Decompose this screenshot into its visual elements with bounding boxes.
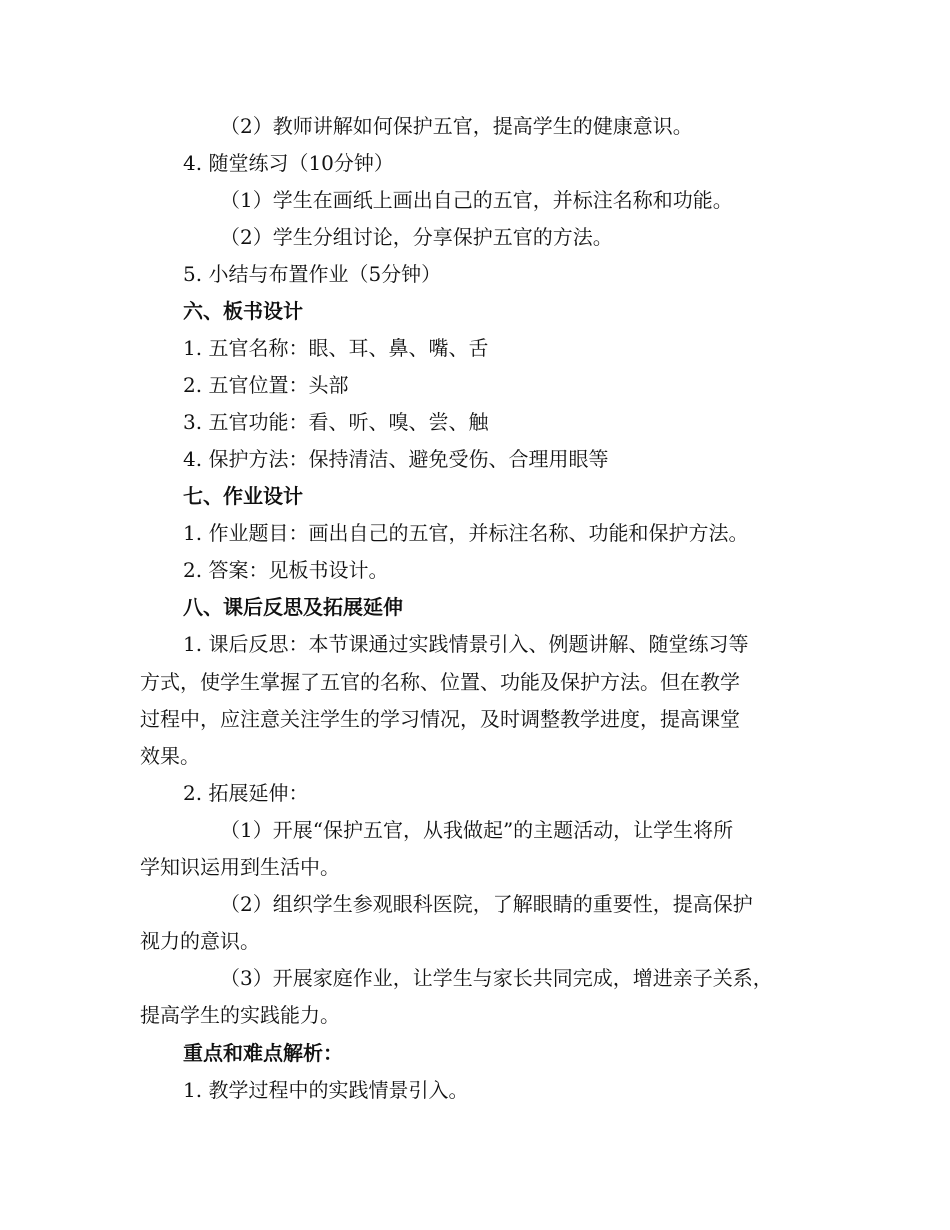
- section-heading: 重点和难点解析：: [183, 1041, 343, 1065]
- paragraph-line: 提高学生的实践能力。: [140, 1003, 340, 1027]
- list-item: 4. 保护方法：保持清洁、避免受伤、合理用眼等: [183, 447, 609, 471]
- paragraph-line: （3）开展家庭作业，让学生与家长共同完成，增进亲子关系，: [220, 966, 773, 990]
- list-item: 2. 答案：见板书设计。: [183, 558, 389, 582]
- list-item: 2. 五官位置：头部: [183, 373, 349, 397]
- list-item: 1. 作业题目：画出自己的五官，并标注名称、功能和保护方法。: [183, 521, 749, 545]
- paragraph-line: 过程中，应注意关注学生的学习情况，及时调整教学进度，提高课堂: [140, 707, 740, 731]
- text-line: （2）教师讲解如何保护五官，提高学生的健康意识。: [220, 114, 693, 138]
- list-item: 1. 教学过程中的实践情景引入。: [183, 1078, 469, 1102]
- section-heading: 八、课后反思及拓展延伸: [183, 595, 403, 619]
- paragraph-line: （2）组织学生参观眼科医院，了解眼睛的重要性，提高保护: [220, 892, 753, 916]
- paragraph-line: 视力的意识。: [140, 929, 260, 953]
- list-item: 4. 随堂练习（10分钟）: [183, 151, 394, 175]
- section-heading: 六、板书设计: [183, 299, 303, 323]
- paragraph-line: 效果。: [140, 744, 200, 768]
- list-item: 3. 五官功能：看、听、嗅、尝、触: [183, 410, 489, 434]
- paragraph-line: 学知识运用到生活中。: [140, 855, 340, 879]
- paragraph-line: （1）开展“保护五官，从我做起”的主题活动，让学生将所: [220, 818, 734, 842]
- paragraph-line: 1. 课后反思：本节课通过实践情景引入、例题讲解、随堂练习等: [183, 632, 749, 656]
- list-item: 5. 小结与布置作业（5分钟）: [183, 262, 442, 286]
- text-line: （1）学生在画纸上画出自己的五官，并标注名称和功能。: [220, 188, 733, 212]
- text-line: （2）学生分组讨论，分享保护五官的方法。: [220, 225, 613, 249]
- list-item: 1. 五官名称：眼、耳、鼻、嘴、舌: [183, 336, 489, 360]
- list-item: 2. 拓展延伸：: [183, 781, 309, 805]
- paragraph-line: 方式，使学生掌握了五官的名称、位置、功能及保护方法。但在教学: [140, 670, 740, 694]
- section-heading: 七、作业设计: [183, 484, 303, 508]
